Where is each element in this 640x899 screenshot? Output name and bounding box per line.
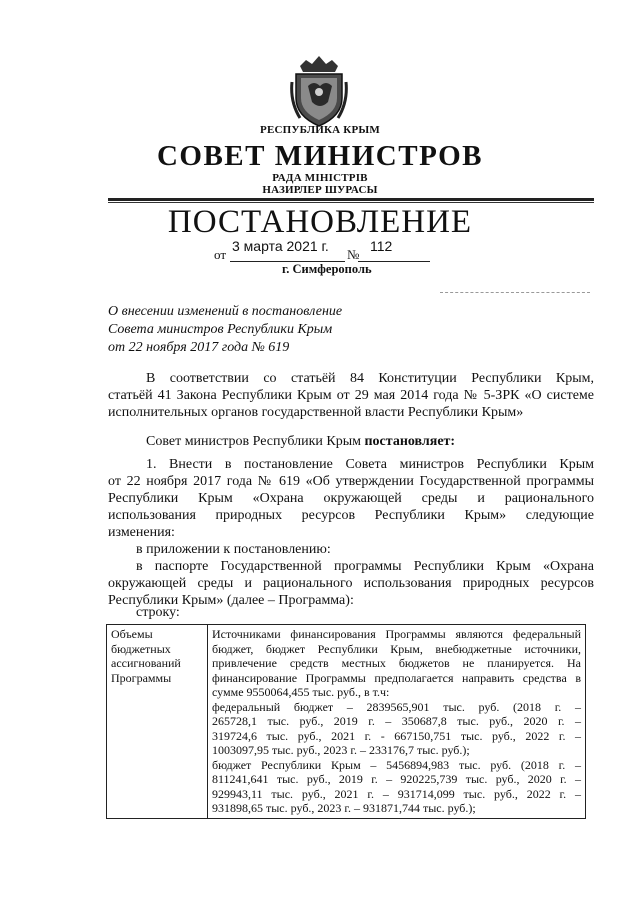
subject-line-3: от 22 ноября 2017 года № 619 xyxy=(108,340,290,355)
table-line: федеральный бюджет – 2839565,901 тыс. руб. (2018 г. – xyxy=(212,699,581,714)
preamble-line-3: исполнительных органов государственной власти Республики Крым» xyxy=(108,405,524,420)
table-line: 931898,65 тыс. руб., 2023 г. – 931871,744 тыс. руб.); xyxy=(212,801,476,815)
subject-line-2: Совета министров Республики Крым xyxy=(108,322,333,337)
financing-table xyxy=(106,624,586,819)
preamble-line-1: В соответствии со статьёй 84 Конституции Республики Крым, xyxy=(146,371,594,386)
item1-line-4: использования природных ресурсов Республики Крым» следующие xyxy=(108,508,594,523)
row-word: строку: xyxy=(136,605,180,620)
republic-heading: РЕСПУБЛИКА КРЫМ xyxy=(260,124,380,136)
header-divider-thin xyxy=(108,202,594,203)
resolves-bold: постановляет: xyxy=(364,434,456,449)
passport-line-1: в паспорте Государственной программы Республики Крым «Охрана xyxy=(136,559,594,574)
annex-line: в приложении к постановлению: xyxy=(136,542,331,557)
table-label-cell: Объемы бюджетных ассигнований Программы xyxy=(107,625,208,819)
table-line: сумме 9550064,455 тыс. руб., в т.ч: xyxy=(212,685,390,699)
resolves-line xyxy=(146,433,632,451)
document-title: ПОСТАНОВЛЕНИЕ xyxy=(167,204,473,240)
faint-mark xyxy=(440,292,590,293)
preamble-line-2: статьёй 41 Закона Республики Крым от 29 мая 2014 года № 5-ЗРК «О системе xyxy=(108,388,594,403)
table-line: 811241,641 тыс. руб., 2019 г. – 920225,739 тыс. руб., 2020 г. – xyxy=(212,772,581,786)
table-line: 929943,11 тыс. руб., 2021 г. – 931714,099 тыс. руб., 2022 г. – xyxy=(212,786,581,801)
table-line: 319724,6 тыс. руб., 2021 г. - 667150,751 тыс. руб., 2022 г. – xyxy=(212,728,581,743)
rada-heading: РАДА МІНІСТРІВ xyxy=(272,172,368,184)
table-line: бюджет Республики Крым – 5456894,983 тыс. руб. (2018 г. – xyxy=(212,757,581,772)
table-line: 1003097,95 тыс. руб., 2023 г. – 233176,7 тыс. руб.); xyxy=(212,743,470,757)
table-line: финансирование Программы предполагается направить средства в xyxy=(212,670,581,685)
header-divider-thick xyxy=(108,198,594,201)
resolves-lead: Совет министров Республики Крым xyxy=(146,434,365,449)
date-value: 3 марта 2021 г. xyxy=(232,238,329,254)
item1-line-5: изменения: xyxy=(108,525,175,540)
item1-line-3: Республики Крым «Охрана окружающей среды и рационального xyxy=(108,491,594,506)
city: г. Симферополь xyxy=(282,262,372,276)
date-prefix: от xyxy=(214,247,227,262)
number-sign: № xyxy=(347,247,360,262)
coat-of-arms-emblem xyxy=(290,52,348,128)
table-line: привлечение средств местных бюджетов не планируется. На xyxy=(212,656,581,670)
number-value: 112 xyxy=(370,238,393,254)
table-line: бюджет, бюджет Республики Крым, внебюджетные источники, xyxy=(212,641,581,656)
item1-line-1: 1. Внести в постановление Совета министров Республики Крым xyxy=(146,457,594,472)
table-row xyxy=(107,625,586,819)
passport-line-3: Республики Крым» (далее – Программа): xyxy=(108,593,354,608)
council-heading: СОВЕТ МИНИСТРОВ xyxy=(156,140,484,172)
item1-line-2: от 22 ноября 2017 года № 619 «Об утверждении Государственной программы xyxy=(108,474,594,489)
subject-line-1: О внесении изменений в постановление xyxy=(108,304,343,319)
table-line: Источниками финансирования Программы являются федеральный xyxy=(212,627,581,641)
nazirler-heading: НАЗИРЛЕР ШУРАСЫ xyxy=(262,184,378,196)
table-line: 265728,1 тыс. руб., 2019 г. – 350687,8 тыс. руб., 2020 г. – xyxy=(212,714,581,728)
table-content-cell xyxy=(208,625,586,819)
passport-line-2: окружающей среды и рационального использования природных ресурсов xyxy=(108,576,594,591)
